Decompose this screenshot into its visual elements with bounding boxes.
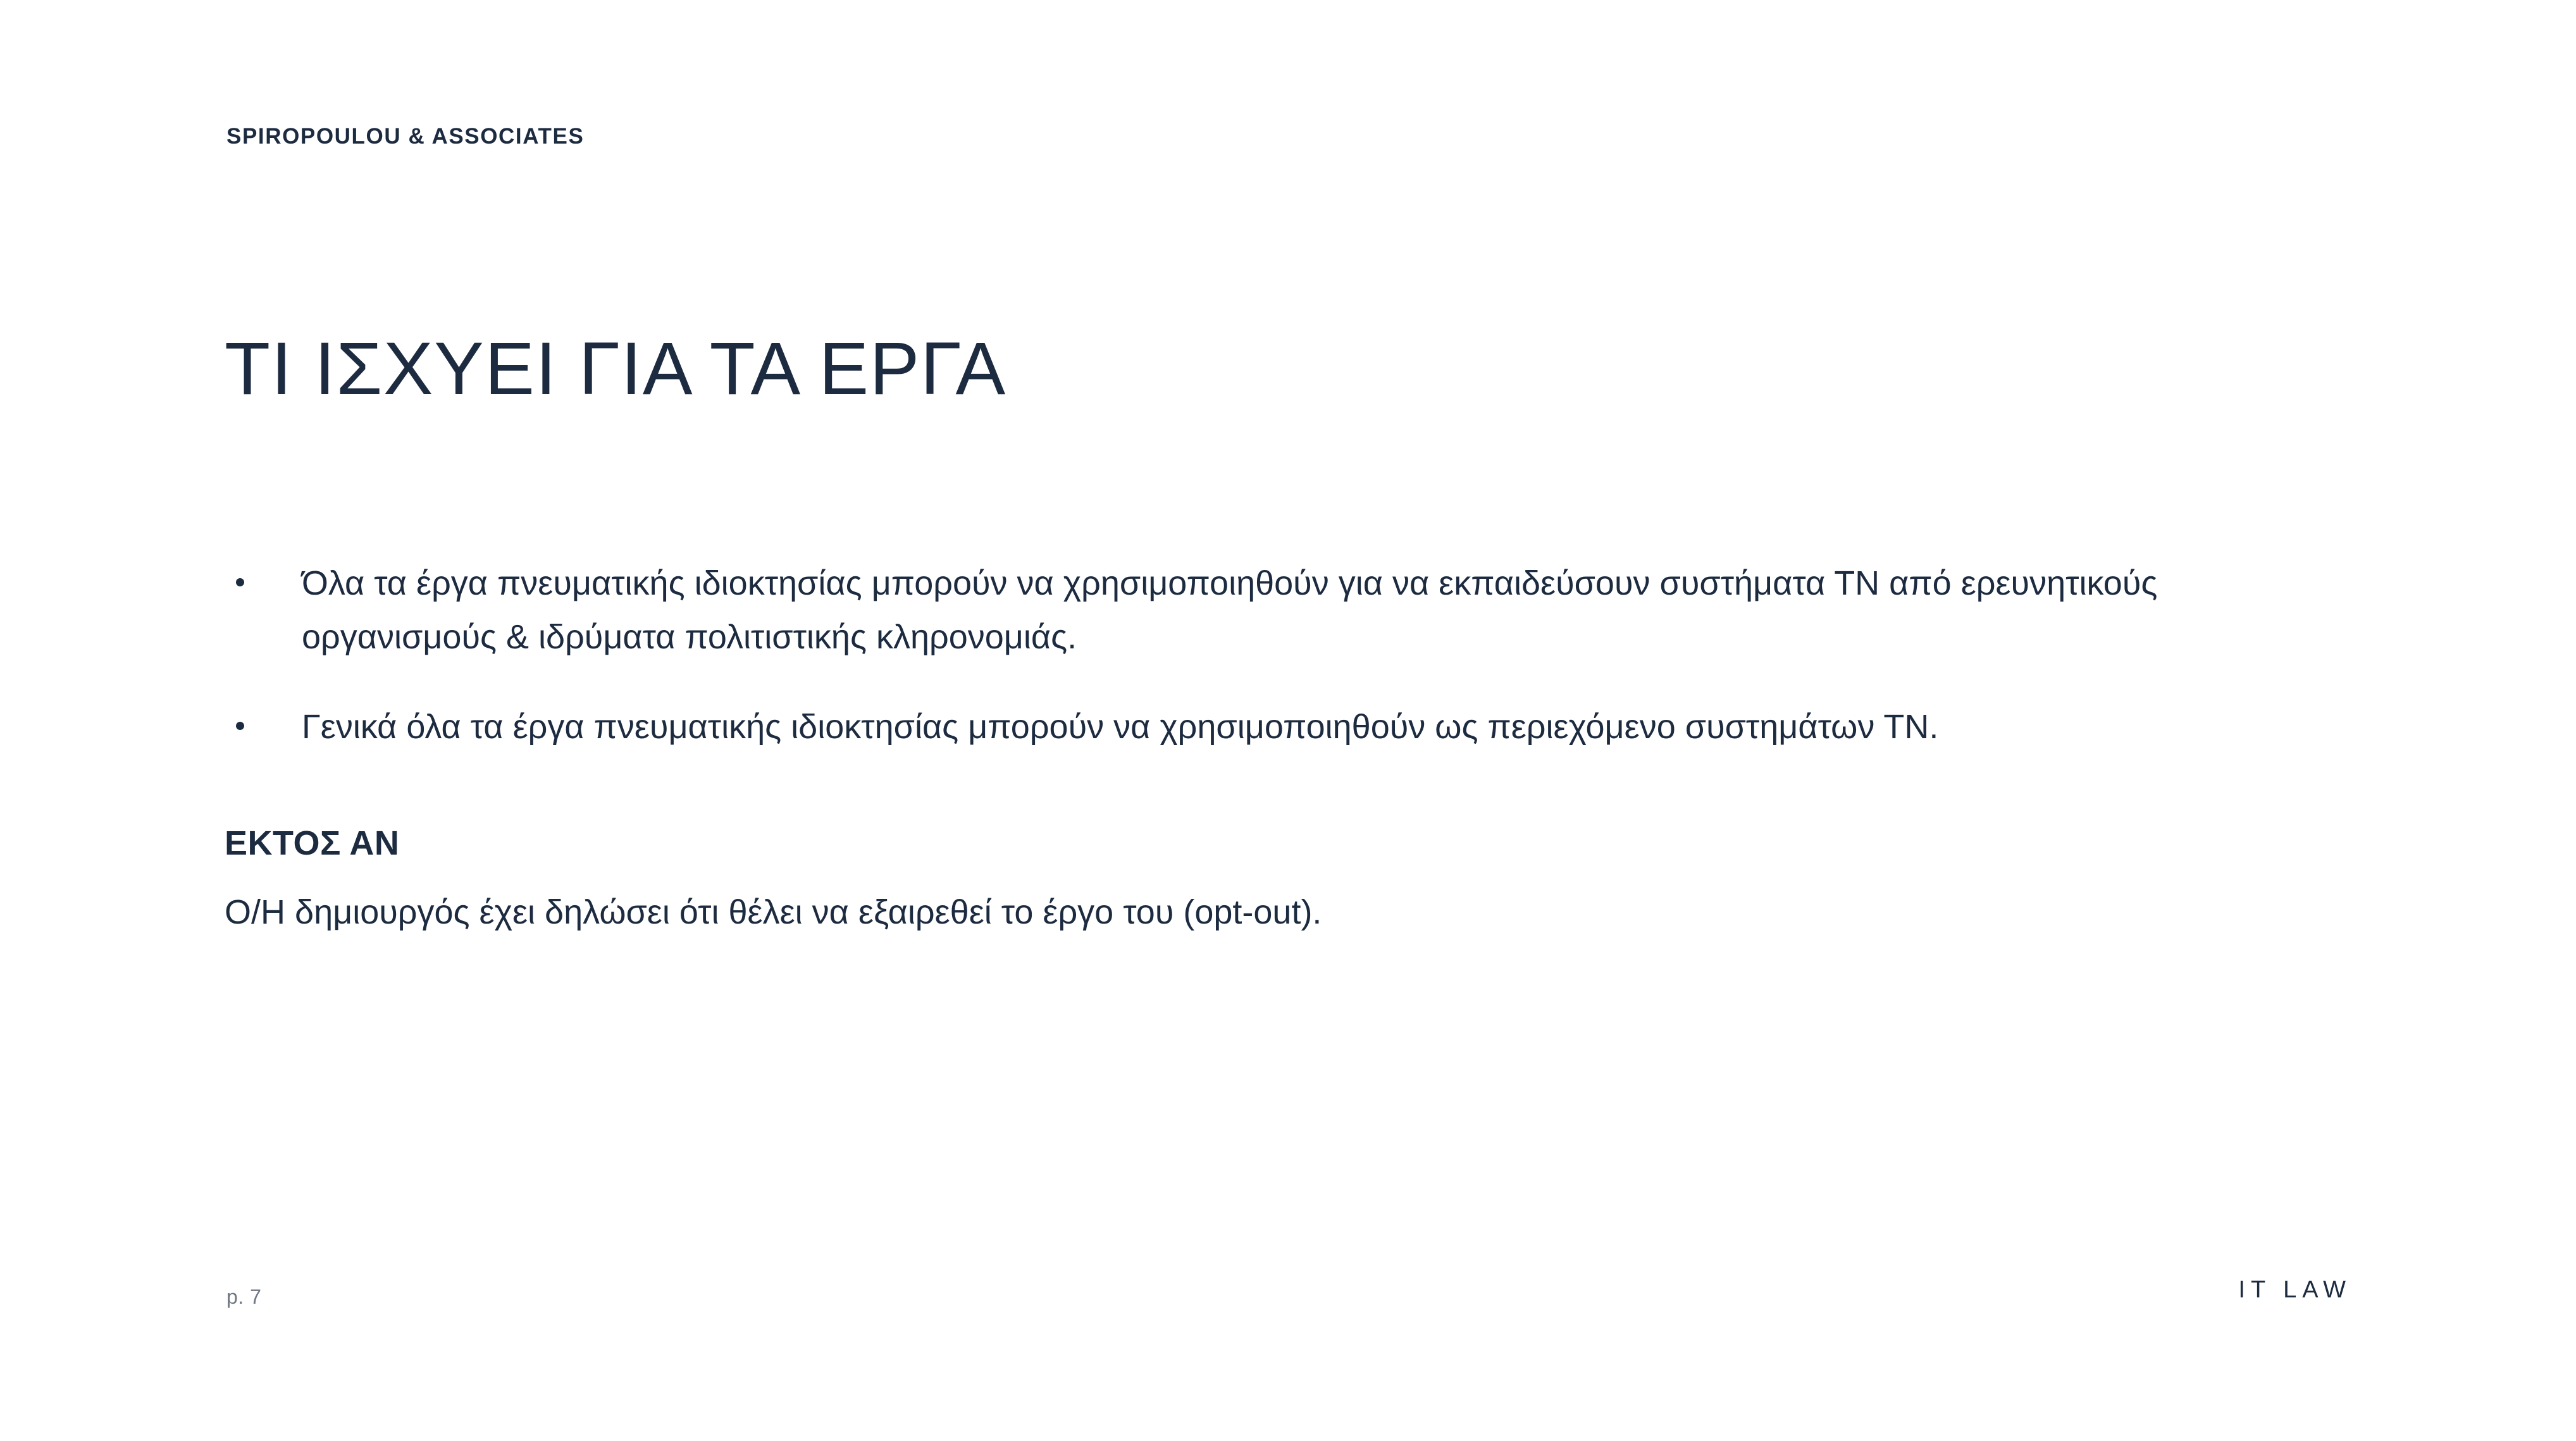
slide-body [225,557,2312,938]
list-item [225,557,2312,665]
list-item-text: Γενικά όλα τα έργα πνευματικής ιδιοκτησίας μπορούν να χρησιμοποιηθούν ως περιεχόμενο συστημάτων ΤΝ. [302,707,1939,746]
exception-heading: ΕΚΤΟΣ ΑΝ [225,824,400,862]
page-number: p. 7 [226,1285,262,1308]
footer-wordmark: IT LAW [2238,1277,2351,1303]
bullet-dot-icon [236,578,244,586]
brand-wordmark: SPIROPOULOU & ASSOCIATES [226,124,585,149]
exception-text: Ο/Η δημιουργός έχει δηλώσει ότι θέλει να εξαιρεθεί το έργο του (opt-out). [225,893,1322,931]
list-item [225,700,2312,754]
list-item-text: Όλα τα έργα πνευματικής ιδιοκτησίας μπορούν να χρησιμοποιηθούν για να εκπαιδεύσουν συστήματα ΤΝ από ερευνητικούς οργανισμούς & ιδρύματα πολιτιστικής κληρονομιάς. [302,564,2158,657]
bullet-dot-icon [236,722,244,730]
bullet-list [225,557,2312,754]
page-title: ΤΙ ΙΣΧΥΕΙ ΓΙΑ ΤΑ ΕΡΓΑ [225,327,1006,411]
